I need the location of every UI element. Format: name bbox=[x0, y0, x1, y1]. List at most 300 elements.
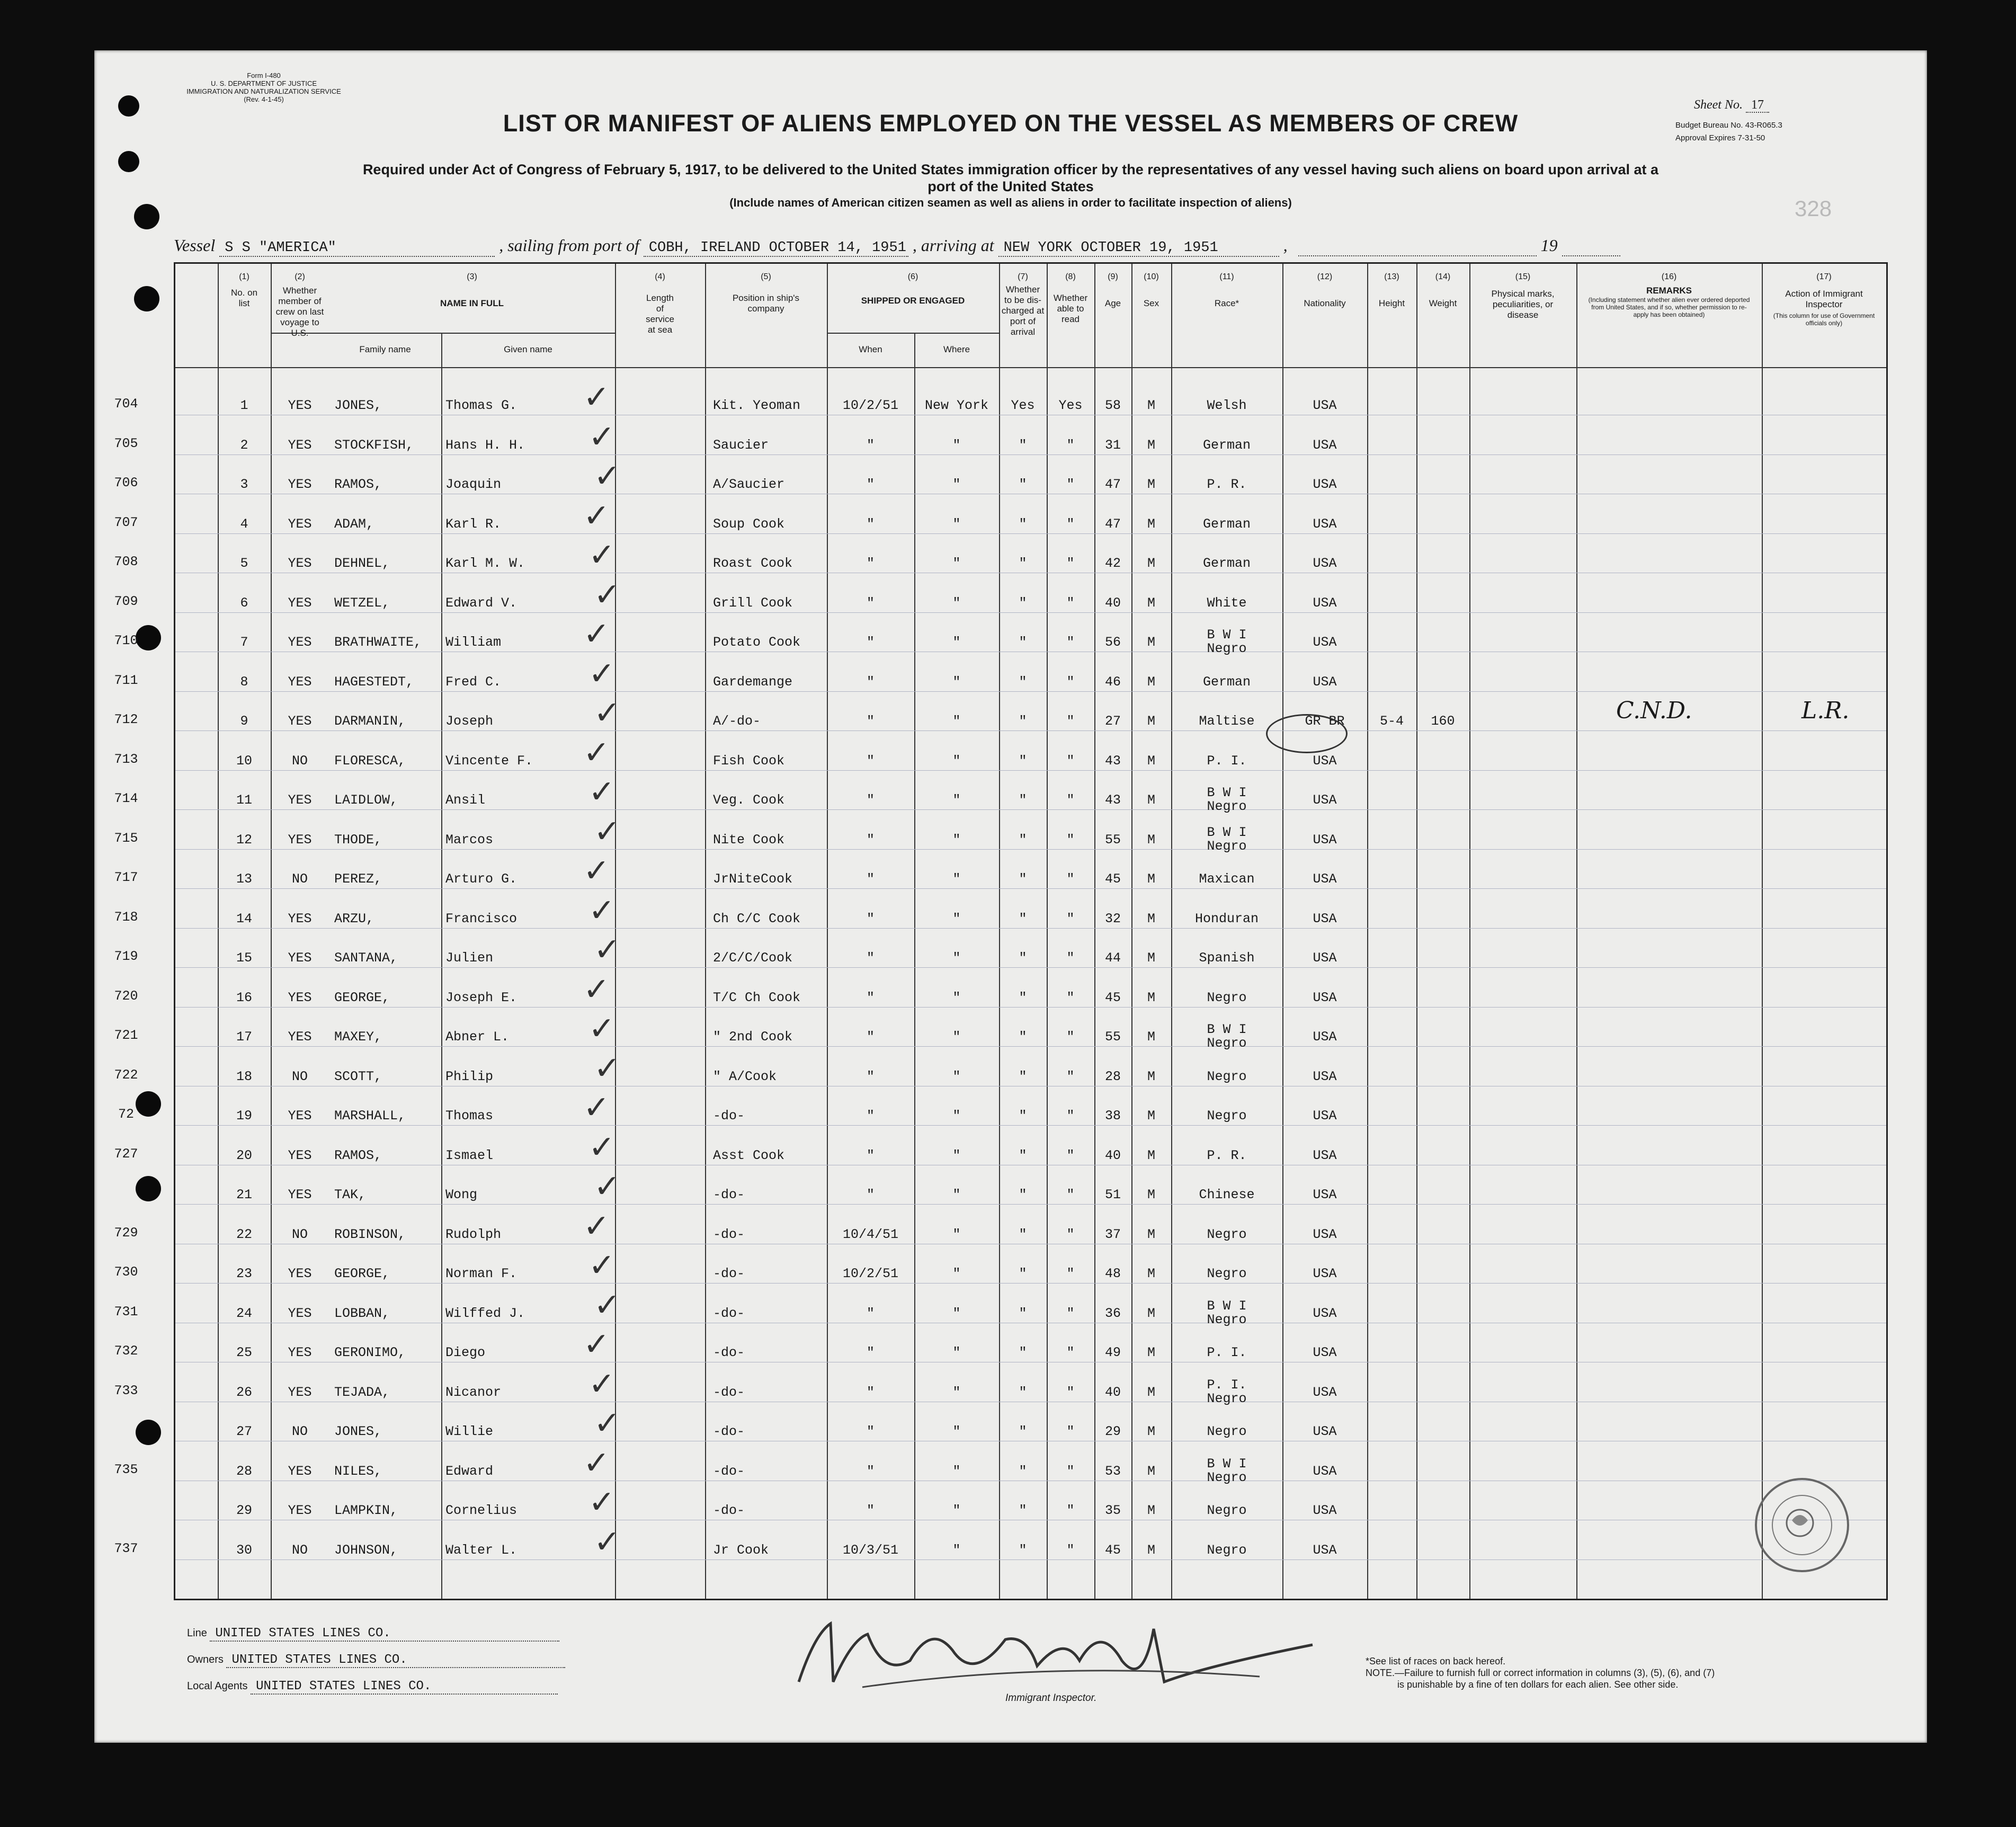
cell-read: " bbox=[1066, 516, 1075, 532]
cell-age: 45 bbox=[1104, 990, 1121, 1005]
margin-line-number: 720 bbox=[114, 988, 138, 1004]
cell-race: Negro bbox=[1207, 1542, 1247, 1558]
cell-no: 15 bbox=[236, 950, 252, 966]
cell-when: " bbox=[866, 1068, 875, 1084]
cell-family: DEHNEL, bbox=[334, 556, 390, 571]
cell-given: Edward V. bbox=[445, 595, 518, 611]
cell-nat: USA bbox=[1313, 477, 1337, 492]
cell-given: Ansil bbox=[445, 792, 486, 808]
cell-given: Thomas bbox=[445, 1108, 494, 1124]
cell-nat: USA bbox=[1313, 1266, 1337, 1281]
cell-sex: M bbox=[1147, 398, 1155, 413]
footer-agents bbox=[187, 1679, 558, 1695]
note-1: *See list of races on back hereof. bbox=[1366, 1656, 1506, 1666]
cell-read: " bbox=[1066, 1108, 1075, 1124]
manifest-table bbox=[174, 262, 1888, 1600]
cell-pos: -do- bbox=[713, 1424, 745, 1439]
cell-family: TEJADA, bbox=[334, 1384, 390, 1400]
check-mark-icon: ✓ bbox=[594, 813, 621, 850]
cell-read: " bbox=[1066, 1305, 1075, 1321]
header-age: (9) Age bbox=[1104, 272, 1121, 308]
cell-height: 5-4 bbox=[1379, 714, 1404, 729]
cell-when: 10/2/51 bbox=[842, 1266, 899, 1281]
cell-age: 40 bbox=[1104, 1384, 1121, 1400]
cell-sex: M bbox=[1147, 1305, 1155, 1321]
cell-family: GERONIMO, bbox=[334, 1345, 406, 1360]
cell-age: 56 bbox=[1104, 635, 1121, 650]
cell-disch: " bbox=[1019, 1345, 1027, 1360]
check-mark-icon: ✓ bbox=[583, 616, 610, 653]
cell-read: " bbox=[1066, 1503, 1075, 1518]
cell-when: " bbox=[866, 911, 875, 926]
margin-line-number: 709 bbox=[114, 593, 138, 609]
check-mark-icon: ✓ bbox=[594, 694, 621, 732]
cell-no: 29 bbox=[236, 1503, 252, 1518]
footer-note bbox=[1366, 1655, 1715, 1690]
cell-nat: USA bbox=[1313, 832, 1337, 848]
cell-read: " bbox=[1066, 1463, 1075, 1479]
cell-where: " bbox=[952, 1266, 961, 1281]
cell-given: Fred C. bbox=[445, 674, 502, 690]
margin-line-number: 737 bbox=[114, 1540, 138, 1556]
cell-family: SANTANA, bbox=[334, 950, 398, 966]
cell-where: " bbox=[952, 714, 961, 729]
cell-nat: USA bbox=[1313, 1068, 1337, 1084]
cell-family: RAMOS, bbox=[334, 1147, 382, 1163]
margin-line-number: 718 bbox=[114, 909, 138, 925]
cell-given: Cornelius bbox=[445, 1503, 518, 1518]
cell-race: Negro bbox=[1207, 1266, 1247, 1281]
cell-where: " bbox=[952, 1345, 961, 1360]
cell-sex: M bbox=[1147, 911, 1155, 926]
margin-line-number: 722 bbox=[114, 1067, 138, 1083]
cell-read: " bbox=[1066, 1542, 1075, 1558]
cell-pos: -do- bbox=[713, 1463, 745, 1479]
cell-age: 53 bbox=[1104, 1463, 1121, 1479]
cell-sex: M bbox=[1147, 1226, 1155, 1242]
cell-nat: USA bbox=[1313, 950, 1337, 966]
cell-read: " bbox=[1066, 990, 1075, 1005]
cell-race: Negro bbox=[1207, 1108, 1247, 1124]
margin-line-number: 733 bbox=[114, 1383, 138, 1398]
cell-no: 20 bbox=[236, 1147, 252, 1163]
cell-where: " bbox=[952, 1068, 961, 1084]
cell-age: 51 bbox=[1104, 1187, 1121, 1202]
cell-no: 11 bbox=[236, 792, 252, 808]
cell-prev: YES bbox=[288, 990, 312, 1005]
arriving-label: , arriving at bbox=[912, 236, 994, 255]
cell-where: " bbox=[952, 990, 961, 1005]
cell-read: " bbox=[1066, 832, 1075, 848]
cell-disch: " bbox=[1019, 437, 1027, 453]
cell-read: " bbox=[1066, 1147, 1075, 1163]
cell-given: Philip bbox=[445, 1068, 494, 1084]
check-mark-icon: ✓ bbox=[583, 852, 610, 889]
cell-no: 1 bbox=[240, 398, 248, 413]
cell-nat: USA bbox=[1313, 1345, 1337, 1360]
check-mark-icon: ✓ bbox=[583, 734, 610, 771]
margin-line-number: 708 bbox=[114, 554, 138, 569]
line-label: Line bbox=[187, 1627, 207, 1639]
form-number: Form I-480 bbox=[247, 72, 281, 79]
cell-given: Karl M. W. bbox=[445, 556, 525, 571]
cell-race: Negro bbox=[1207, 1226, 1247, 1242]
cell-read: " bbox=[1066, 556, 1075, 571]
cell-prev: YES bbox=[288, 1503, 312, 1518]
cell-age: 49 bbox=[1104, 1345, 1121, 1360]
arriving-port: NEW YORK OCTOBER 19, 1951 bbox=[998, 240, 1279, 257]
cell-prev: NO bbox=[291, 1226, 308, 1242]
cell-prev: YES bbox=[288, 516, 312, 532]
cell-no: 24 bbox=[236, 1305, 252, 1321]
cell-nat: USA bbox=[1313, 990, 1337, 1005]
cell-pos: A/Saucier bbox=[713, 477, 785, 492]
cell-pos: Gardemange bbox=[713, 674, 793, 690]
cell-nat: USA bbox=[1313, 516, 1337, 532]
margin-line-number: 714 bbox=[114, 791, 138, 806]
cell-when: " bbox=[866, 1345, 875, 1360]
cell-disch: " bbox=[1019, 1542, 1027, 1558]
cell-race: Maltise bbox=[1199, 714, 1255, 729]
margin-line-number: 729 bbox=[114, 1225, 138, 1241]
cell-given: Nicanor bbox=[445, 1384, 502, 1400]
check-mark-icon: ✓ bbox=[583, 970, 610, 1008]
cell-no: 22 bbox=[236, 1226, 252, 1242]
check-mark-icon: ✓ bbox=[594, 931, 621, 968]
owners-value: UNITED STATES LINES CO. bbox=[226, 1653, 565, 1668]
cell-no: 21 bbox=[236, 1187, 252, 1202]
check-mark-icon: ✓ bbox=[583, 379, 610, 416]
footer-line bbox=[187, 1626, 559, 1642]
cell-nat: USA bbox=[1313, 1108, 1337, 1124]
header-service: (4) Length of service at sea bbox=[646, 272, 674, 335]
margin-line-number: 706 bbox=[114, 475, 138, 491]
cell-family: SCOTT, bbox=[334, 1068, 382, 1084]
form-service: IMMIGRATION AND NATURALIZATION SERVICE bbox=[186, 87, 341, 95]
cell-sex: M bbox=[1147, 556, 1155, 571]
check-mark-icon: ✓ bbox=[588, 1484, 615, 1521]
footer-owners bbox=[187, 1653, 565, 1668]
cell-read: " bbox=[1066, 753, 1075, 769]
cell-sex: M bbox=[1147, 1542, 1155, 1558]
cell-disch: " bbox=[1019, 635, 1027, 650]
cell-race: P. I. bbox=[1207, 1345, 1247, 1360]
cell-race: Negro bbox=[1207, 1503, 1247, 1518]
cell-prev: YES bbox=[288, 1345, 312, 1360]
cell-when: " bbox=[866, 832, 875, 848]
cell-prev: YES bbox=[288, 477, 312, 492]
cell-sex: M bbox=[1147, 477, 1155, 492]
cell-disch: " bbox=[1019, 516, 1027, 532]
margin-line-number: 705 bbox=[114, 435, 138, 451]
cell-pos: Nite Cook bbox=[713, 832, 785, 848]
check-mark-icon: ✓ bbox=[588, 892, 615, 929]
check-mark-icon: ✓ bbox=[588, 655, 615, 692]
agents-value: UNITED STATES LINES CO. bbox=[251, 1679, 558, 1695]
inspector-signature bbox=[783, 1602, 1366, 1703]
vessel-name: S S "AMERICA" bbox=[219, 240, 495, 257]
subtitle-2: port of the United States bbox=[927, 179, 1094, 194]
cell-where: " bbox=[952, 1147, 961, 1163]
cell-age: 48 bbox=[1104, 1266, 1121, 1281]
cell-sex: M bbox=[1147, 792, 1155, 808]
cell-age: 46 bbox=[1104, 674, 1121, 690]
cell-sex: M bbox=[1147, 516, 1155, 532]
cell-race: P. I. bbox=[1207, 1377, 1247, 1393]
cell-prev: YES bbox=[288, 635, 312, 650]
cell-race: German bbox=[1202, 516, 1251, 532]
cell-sex: M bbox=[1147, 437, 1155, 453]
cell-nat: USA bbox=[1313, 753, 1337, 769]
cell-read: " bbox=[1066, 714, 1075, 729]
cell-nat: USA bbox=[1313, 871, 1337, 887]
cell-given: Julien bbox=[445, 950, 494, 966]
cell-nat: USA bbox=[1313, 911, 1337, 926]
cell-age: 42 bbox=[1104, 556, 1121, 571]
header-physical-marks: (15) Physical marks, peculiarities, or disease bbox=[1491, 272, 1555, 320]
cell-age: 29 bbox=[1104, 1424, 1121, 1439]
cell-sex: M bbox=[1147, 595, 1155, 611]
cell-when: " bbox=[866, 437, 875, 453]
cell-no: 13 bbox=[236, 871, 252, 887]
margin-line-number: 719 bbox=[114, 949, 138, 964]
cell-disch: " bbox=[1019, 1266, 1027, 1281]
cell-where: " bbox=[952, 516, 961, 532]
check-mark-icon: ✓ bbox=[583, 497, 610, 534]
cell-age: 40 bbox=[1104, 595, 1121, 611]
cell-disch: " bbox=[1019, 1108, 1027, 1124]
cell-given: Walter L. bbox=[445, 1542, 518, 1558]
cell-race-line2: Negro bbox=[1207, 1469, 1247, 1485]
cell-pos: Asst Cook bbox=[713, 1147, 785, 1163]
cell-prev: NO bbox=[291, 1068, 308, 1084]
cell-where: New York bbox=[924, 398, 989, 413]
margin-line-number: 727 bbox=[114, 1146, 138, 1162]
check-mark-icon: ✓ bbox=[583, 1207, 610, 1245]
cell-race: P. I. bbox=[1207, 753, 1247, 769]
cell-family: RAMOS, bbox=[334, 477, 382, 492]
cell-when: " bbox=[866, 714, 875, 729]
cell-sex: M bbox=[1147, 950, 1155, 966]
cell-where: " bbox=[952, 1029, 961, 1045]
cell-nat: GR BR bbox=[1305, 714, 1345, 729]
cell-given: Wilffed J. bbox=[445, 1305, 525, 1321]
cell-race: Negro bbox=[1207, 990, 1247, 1005]
cell-prev: YES bbox=[288, 1147, 312, 1163]
cell-race: P. R. bbox=[1207, 1147, 1247, 1163]
cell-no: 19 bbox=[236, 1108, 252, 1124]
header-sex: (10) Sex bbox=[1143, 272, 1159, 308]
budget-line-2: Approval Expires 7-31-50 bbox=[1675, 133, 1765, 142]
cell-age: 31 bbox=[1104, 437, 1121, 453]
note-2: NOTE.—Failure to furnish full or correct information in columns (3), (5), (6), and (7) bbox=[1366, 1668, 1715, 1678]
cell-given: Edward bbox=[445, 1463, 494, 1479]
cell-disch: " bbox=[1019, 1187, 1027, 1202]
cell-family: WETZEL, bbox=[334, 595, 390, 611]
margin-line-number: 72 bbox=[118, 1107, 134, 1122]
cell-given: Joaquin bbox=[445, 477, 502, 492]
check-mark-icon: ✓ bbox=[588, 1010, 615, 1047]
cell-pos: -do- bbox=[713, 1503, 745, 1518]
form-dept: U. S. DEPARTMENT OF JUSTICE bbox=[210, 79, 317, 87]
owners-label: Owners bbox=[187, 1654, 224, 1665]
cell-read: " bbox=[1066, 1266, 1075, 1281]
cell-where: " bbox=[952, 871, 961, 887]
cell-no: 7 bbox=[240, 635, 248, 650]
stamp-number: 328 bbox=[1795, 196, 1832, 221]
cell-prev: YES bbox=[288, 1029, 312, 1045]
cell-when: " bbox=[866, 1147, 875, 1163]
cell-disch: " bbox=[1019, 477, 1027, 492]
cell-family: PEREZ, bbox=[334, 871, 382, 887]
cell-read: " bbox=[1066, 1068, 1075, 1084]
header-shipped: (6) SHIPPED OR ENGAGED bbox=[861, 272, 965, 306]
cell-given: Wong bbox=[445, 1187, 478, 1202]
cell-disch: " bbox=[1019, 911, 1027, 926]
subtitle-1: Required under Act of Congress of February 5, 1917, to be delivered to the United States immigration officer by the representatives of any vessel having such aliens on board upon arrival at a bbox=[362, 162, 1659, 177]
cell-disch: " bbox=[1019, 1226, 1027, 1242]
cell-no: 4 bbox=[240, 516, 248, 532]
check-mark-icon: ✓ bbox=[588, 418, 615, 456]
cell-disch: " bbox=[1019, 595, 1027, 611]
check-mark-icon: ✓ bbox=[588, 1247, 615, 1284]
cell-disch: " bbox=[1019, 1068, 1027, 1084]
cell-no: 10 bbox=[236, 753, 252, 769]
cell-sex: M bbox=[1147, 753, 1155, 769]
cell-given: Francisco bbox=[445, 911, 518, 926]
cell-age: 36 bbox=[1104, 1305, 1121, 1321]
cell-sex: M bbox=[1147, 1108, 1155, 1124]
cell-pos: Saucier bbox=[713, 437, 769, 453]
cell-read: " bbox=[1066, 911, 1075, 926]
cell-sex: M bbox=[1147, 1147, 1155, 1163]
cell-where: " bbox=[952, 1424, 961, 1439]
cell-prev: YES bbox=[288, 792, 312, 808]
cell-pos: 2/C/C/Cook bbox=[713, 950, 793, 966]
check-mark-icon: ✓ bbox=[594, 1168, 621, 1205]
cell-where: " bbox=[952, 674, 961, 690]
margin-line-number: 730 bbox=[114, 1264, 138, 1280]
cell-when: " bbox=[866, 635, 875, 650]
cell-nat: USA bbox=[1313, 1147, 1337, 1163]
cell-disch: " bbox=[1019, 871, 1027, 887]
page-title: LIST OR MANIFEST OF ALIENS EMPLOYED ON THE VESSEL AS MEMBERS OF CREW bbox=[503, 110, 1519, 137]
cell-pos: Grill Cook bbox=[713, 595, 793, 611]
cell-disch: " bbox=[1019, 1147, 1027, 1163]
margin-line-number: 731 bbox=[114, 1304, 138, 1320]
cell-read: " bbox=[1066, 950, 1075, 966]
cell-no: 9 bbox=[240, 714, 248, 729]
cell-prev: YES bbox=[288, 911, 312, 926]
cell-disch: " bbox=[1019, 1305, 1027, 1321]
cell-nat: USA bbox=[1313, 674, 1337, 690]
cell-no: 5 bbox=[240, 556, 248, 571]
cell-disch: " bbox=[1019, 832, 1027, 848]
margin-line-number: 721 bbox=[114, 1028, 138, 1043]
cell-read: " bbox=[1066, 674, 1075, 690]
cell-given: Rudolph bbox=[445, 1226, 502, 1242]
check-mark-icon: ✓ bbox=[583, 1089, 610, 1126]
cell-prev: YES bbox=[288, 714, 312, 729]
sheet-label: Sheet No. bbox=[1694, 98, 1743, 112]
cell-read: " bbox=[1066, 595, 1075, 611]
margin-line-number: 732 bbox=[114, 1343, 138, 1359]
cell-family: FLORESCA, bbox=[334, 753, 406, 769]
margin-line-number: 715 bbox=[114, 830, 138, 846]
cell-family: GEORGE, bbox=[334, 1266, 390, 1281]
sailing-label: , sailing from port of bbox=[499, 236, 639, 255]
cell-no: 27 bbox=[236, 1424, 252, 1439]
header-nationality: (12) Nationality bbox=[1304, 272, 1346, 308]
cell-age: 37 bbox=[1104, 1226, 1121, 1242]
cell-sex: M bbox=[1147, 635, 1155, 650]
cell-given: Diego bbox=[445, 1345, 486, 1360]
cell-race: White bbox=[1207, 595, 1247, 611]
cell-prev: YES bbox=[288, 1305, 312, 1321]
cell-race: Negro bbox=[1207, 1424, 1247, 1439]
cell-nat: USA bbox=[1313, 1424, 1337, 1439]
cell-age: 44 bbox=[1104, 950, 1121, 966]
cell-prev: YES bbox=[288, 832, 312, 848]
cell-race: Welsh bbox=[1207, 398, 1247, 413]
cell-family: LAIDLOW, bbox=[334, 792, 398, 808]
cell-family: ROBINSON, bbox=[334, 1226, 406, 1242]
cell-no: 3 bbox=[240, 477, 248, 492]
cell-age: 58 bbox=[1104, 398, 1121, 413]
cell-where: " bbox=[952, 1187, 961, 1202]
cell-pos: Potato Cook bbox=[713, 635, 801, 650]
cell-prev: YES bbox=[288, 398, 312, 413]
cell-when: 10/4/51 bbox=[842, 1226, 899, 1242]
cell-no: 26 bbox=[236, 1384, 252, 1400]
check-mark-icon: ✓ bbox=[594, 1523, 621, 1561]
cell-sex: M bbox=[1147, 1503, 1155, 1518]
cell-pos: -do- bbox=[713, 1226, 745, 1242]
cell-when: " bbox=[866, 1187, 875, 1202]
cell-race: B W I bbox=[1207, 824, 1247, 840]
cell-given: Marcos bbox=[445, 832, 494, 848]
cell-pos: -do- bbox=[713, 1384, 745, 1400]
cell-where: " bbox=[952, 1305, 961, 1321]
cell-prev: YES bbox=[288, 1384, 312, 1400]
cell-family: JONES, bbox=[334, 1424, 382, 1439]
seal-eagle-icon bbox=[1755, 1478, 1845, 1568]
cell-where: " bbox=[952, 477, 961, 492]
cell-when: " bbox=[866, 674, 875, 690]
cell-pos: " 2nd Cook bbox=[713, 1029, 793, 1045]
cell-read: " bbox=[1066, 437, 1075, 453]
header-family-name: Family name bbox=[359, 344, 411, 354]
margin-line-number: 704 bbox=[114, 396, 138, 412]
cell-race: Negro bbox=[1207, 1068, 1247, 1084]
cell-pos: Ch C/C Cook bbox=[713, 911, 801, 926]
cell-pos: -do- bbox=[713, 1345, 745, 1360]
cell-given: Abner L. bbox=[445, 1029, 510, 1045]
cell-family: STOCKFISH, bbox=[334, 437, 414, 453]
cell-nat: USA bbox=[1313, 1226, 1337, 1242]
cell-disch: " bbox=[1019, 792, 1027, 808]
cell-read: " bbox=[1066, 1345, 1075, 1360]
cell-race: B W I bbox=[1207, 785, 1247, 800]
cell-given: Arturo G. bbox=[445, 871, 518, 887]
cell-given: Thomas G. bbox=[445, 398, 518, 413]
cell-prev: YES bbox=[288, 950, 312, 966]
cell-family: GEORGE, bbox=[334, 990, 390, 1005]
cell-disch: " bbox=[1019, 753, 1027, 769]
check-mark-icon: ✓ bbox=[594, 1286, 621, 1324]
cell-where: " bbox=[952, 792, 961, 808]
cell-no: 14 bbox=[236, 911, 252, 926]
